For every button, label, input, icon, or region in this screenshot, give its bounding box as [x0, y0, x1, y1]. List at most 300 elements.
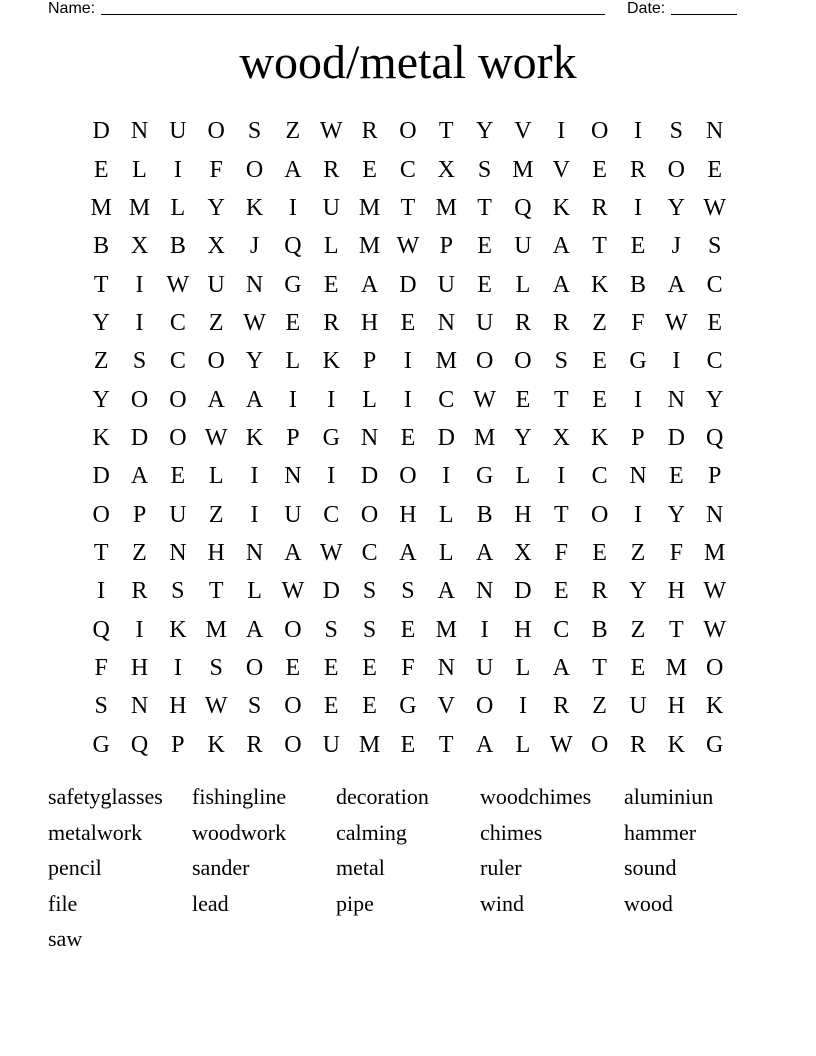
grid-letter: W	[703, 194, 726, 221]
grid-row	[82, 534, 734, 572]
grid-letter: Y	[667, 194, 685, 221]
grid-letter: L	[438, 501, 454, 528]
grid-letter: N	[706, 118, 724, 145]
grid-letter: H	[360, 309, 379, 336]
grid-row	[82, 572, 734, 610]
word-list-item: calming	[336, 819, 407, 845]
grid-letter: L	[515, 654, 531, 681]
grid-letter: P	[707, 463, 722, 490]
grid-letter: Q	[130, 731, 149, 758]
grid-letter: E	[323, 693, 339, 720]
grid-letter: U	[437, 271, 455, 298]
grid-letter: B	[591, 616, 608, 643]
grid-letter: K	[552, 194, 570, 221]
grid-letter: W	[281, 578, 305, 605]
grid-row	[82, 649, 734, 687]
grid-letter: U	[322, 194, 340, 221]
grid-letter: M	[128, 194, 151, 221]
word-list-item: safetyglasses	[48, 784, 163, 809]
grid-letter: F	[554, 539, 568, 566]
grid-letter: W	[204, 693, 228, 720]
grid-letter: N	[130, 693, 149, 720]
grid-letter: Q	[92, 616, 110, 643]
grid-letter: S	[669, 118, 683, 145]
grid-letter: Z	[93, 348, 109, 375]
grid-letter: R	[323, 309, 340, 336]
grid-letter: N	[130, 118, 149, 145]
grid-letter: K	[207, 731, 225, 758]
grid-letter: C	[438, 386, 455, 413]
grid-letter: A	[284, 539, 302, 566]
grid-letter: C	[706, 348, 723, 375]
grid-letter: U	[284, 501, 302, 528]
grid-letter: Q	[284, 233, 302, 260]
grid-letter: I	[135, 271, 144, 298]
name-field	[48, 0, 605, 18]
grid-letter: L	[285, 348, 301, 375]
grid-letter: A	[437, 578, 455, 605]
word-list-item: hammer	[624, 819, 697, 845]
grid-letter: K	[245, 424, 264, 451]
grid-letter: H	[130, 654, 149, 681]
name-label: Name:	[48, 0, 96, 17]
grid-letter: I	[518, 693, 527, 720]
grid-letter: W	[166, 271, 190, 298]
grid-letter: W	[319, 539, 343, 566]
grid-letter: S	[94, 693, 108, 720]
grid-letter: P	[439, 233, 453, 260]
grid-letter: N	[437, 654, 455, 681]
grid-letter: M	[665, 654, 687, 681]
grid-letter: I	[633, 118, 642, 145]
word-list-item: file	[48, 890, 78, 916]
grid-letter: O	[245, 156, 264, 183]
grid-letter: E	[400, 616, 416, 643]
grid-letter: D	[322, 578, 340, 605]
grid-letter: R	[131, 578, 148, 605]
word-list	[48, 779, 768, 957]
grid-letter: O	[130, 386, 149, 413]
grid-letter: E	[592, 348, 607, 375]
grid-letter: D	[514, 578, 532, 605]
grid-letter: K	[667, 731, 685, 758]
grid-letter: Z	[208, 501, 224, 528]
grid-letter: N	[169, 539, 187, 566]
grid-letter: E	[707, 156, 722, 183]
grid-letter: L	[208, 463, 224, 490]
grid-letter: E	[515, 386, 531, 413]
grid-letter: E	[592, 156, 607, 183]
word-list-item: ruler	[480, 855, 522, 881]
grid-row	[82, 495, 734, 533]
grid-letter: U	[322, 731, 340, 758]
grid-letter: C	[361, 539, 378, 566]
grid-letter: Z	[208, 309, 224, 336]
grid-letter: W	[549, 731, 573, 758]
grid-letter: B	[629, 271, 646, 298]
grid-letter: I	[327, 463, 336, 490]
grid-letter: C	[706, 271, 723, 298]
grid-letter: O	[284, 616, 302, 643]
grid-letter: T	[668, 616, 684, 643]
grid-letter: E	[553, 578, 569, 605]
grid-letter: O	[590, 501, 609, 528]
grid-letter: Z	[630, 539, 646, 566]
grid-letter: A	[552, 233, 570, 260]
grid-letter: C	[591, 463, 608, 490]
grid-letter: M	[358, 731, 381, 758]
word-list-item: sound	[624, 855, 677, 881]
grid-letter: S	[477, 156, 492, 183]
grid-letter: E	[362, 693, 377, 720]
grid-letter: E	[668, 463, 684, 490]
grid-letter: R	[553, 309, 570, 336]
grid-letter: O	[706, 654, 724, 681]
grid-letter: S	[324, 616, 338, 643]
grid-letter: D	[130, 424, 149, 451]
grid-letter: G	[92, 731, 110, 758]
grid-letter: I	[403, 348, 412, 375]
grid-letter: O	[92, 501, 110, 528]
grid-letter: R	[323, 156, 340, 183]
grid-letter: E	[630, 654, 646, 681]
grid-letter: O	[207, 118, 225, 145]
grid-letter: L	[515, 463, 531, 490]
grid-letter: A	[284, 156, 302, 183]
word-list-item: fishingline	[192, 784, 287, 809]
grid-letter: I	[173, 156, 182, 183]
grid-letter: X	[514, 539, 532, 566]
grid-letter: W	[204, 424, 228, 451]
grid-letter: O	[475, 693, 494, 720]
grid-row	[82, 189, 734, 227]
grid-row	[82, 687, 734, 725]
grid-letter: N	[629, 463, 647, 490]
grid-letter: H	[514, 616, 532, 643]
grid-letter: E	[285, 309, 301, 336]
grid-letter: A	[245, 616, 264, 643]
grid-letter: O	[399, 118, 417, 145]
grid-letter: S	[362, 616, 377, 643]
grid-letter: I	[403, 386, 412, 413]
grid-letter: O	[360, 501, 379, 528]
grid-row	[82, 342, 734, 380]
grid-letter: E	[400, 424, 416, 451]
grid-row	[82, 150, 734, 188]
grid-letter: N	[437, 309, 455, 336]
grid-letter: M	[358, 233, 381, 260]
grid-letter: M	[435, 616, 457, 643]
grid-letter: O	[245, 654, 264, 681]
grid-letter: S	[171, 578, 185, 605]
grid-letter: T	[477, 194, 492, 221]
grid-letter: S	[132, 348, 147, 375]
grid-letter: G	[399, 693, 417, 720]
grid-row	[82, 265, 734, 303]
page-title: wood/metal work	[239, 36, 577, 89]
date-blank-line[interactable]	[671, 0, 737, 15]
grid-letter: O	[590, 118, 609, 145]
grid-letter: K	[169, 616, 187, 643]
grid-row	[82, 419, 734, 457]
grid-letter: R	[514, 309, 531, 336]
grid-row	[82, 610, 734, 648]
grid-letter: T	[592, 654, 607, 681]
grid-letter: H	[667, 693, 685, 720]
grid-letter: K	[92, 424, 110, 451]
grid-row	[82, 112, 734, 150]
grid-letter: M	[435, 194, 457, 221]
grid-letter: E	[285, 654, 301, 681]
grid-letter: A	[667, 271, 685, 298]
grid-letter: X	[437, 156, 455, 183]
grid-letter: E	[400, 309, 416, 336]
grid-letter: R	[591, 194, 608, 221]
word-list-item: aluminiun	[624, 784, 714, 809]
grid-letter: E	[400, 731, 416, 758]
grid-letter: V	[514, 118, 532, 145]
grid-letter: Z	[592, 693, 607, 720]
grid-letter: K	[322, 348, 340, 375]
grid-letter: L	[247, 578, 262, 605]
grid-letter: B	[476, 501, 493, 528]
word-search-grid	[82, 112, 734, 764]
grid-letter: N	[475, 578, 494, 605]
grid-letter: E	[630, 233, 646, 260]
word-list-item: chimes	[480, 819, 543, 845]
grid-letter: U	[475, 654, 494, 681]
word-list-item: metalwork	[48, 819, 143, 845]
word-list-item: saw	[48, 926, 83, 952]
grid-letter: I	[633, 386, 642, 413]
grid-letter: T	[553, 386, 569, 413]
grid-letter: M	[435, 348, 457, 375]
grid-letter: Y	[207, 194, 225, 221]
grid-letter: Z	[592, 309, 607, 336]
grid-letter: K	[245, 194, 264, 221]
word-list-item: wind	[480, 890, 524, 916]
grid-letter: F	[669, 539, 683, 566]
grid-letter: E	[707, 309, 722, 336]
grid-letter: G	[629, 348, 647, 375]
grid-letter: Z	[132, 539, 147, 566]
grid-letter: A	[360, 271, 379, 298]
grid-letter: A	[475, 731, 494, 758]
grid-letter: D	[92, 118, 110, 145]
grid-letter: Y	[92, 386, 110, 413]
grid-letter: E	[170, 463, 186, 490]
grid-row	[82, 726, 734, 764]
grid-letter: O	[284, 731, 302, 758]
grid-letter: T	[553, 501, 569, 528]
grid-letter: T	[438, 118, 454, 145]
grid-letter: L	[515, 271, 531, 298]
word-list-item: metal	[336, 855, 385, 881]
grid-letter: A	[245, 386, 264, 413]
grid-letter: F	[209, 156, 223, 183]
grid-letter: I	[557, 463, 566, 490]
grid-letter: L	[515, 731, 531, 758]
grid-letter: O	[169, 424, 187, 451]
grid-letter: F	[94, 654, 108, 681]
grid-letter: S	[247, 693, 262, 720]
grid-letter: G	[475, 463, 494, 490]
grid-letter: L	[323, 233, 339, 260]
grid-letter: D	[667, 424, 685, 451]
grid-letter: W	[319, 118, 343, 145]
grid-letter: E	[93, 156, 109, 183]
grid-letter: I	[288, 194, 297, 221]
grid-letter: Y	[667, 501, 685, 528]
grid-letter: Y	[475, 118, 494, 145]
grid-letter: T	[438, 731, 454, 758]
grid-letter: P	[362, 348, 377, 375]
grid-letter: K	[706, 693, 724, 720]
grid-letter: I	[633, 194, 642, 221]
grid-letter: I	[672, 348, 681, 375]
grid-letter: B	[93, 233, 110, 260]
grid-letter: O	[284, 693, 302, 720]
grid-letter: X	[130, 233, 149, 260]
grid-letter: N	[245, 271, 264, 298]
word-list-item: lead	[192, 890, 229, 916]
grid-letter: G	[284, 271, 302, 298]
grid-letter: U	[514, 233, 532, 260]
grid-letter: I	[288, 386, 297, 413]
grid-letter: S	[707, 233, 722, 260]
grid-letter: M	[90, 194, 112, 221]
grid-letter: Y	[706, 386, 724, 413]
grid-letter: U	[207, 271, 225, 298]
grid-letter: W	[473, 386, 496, 413]
grid-letter: D	[399, 271, 417, 298]
grid-row	[82, 227, 734, 265]
grid-letter: P	[286, 424, 300, 451]
grid-letter: T	[93, 539, 109, 566]
grid-letter: S	[247, 118, 262, 145]
grid-letter: Y	[245, 348, 264, 375]
grid-letter: E	[323, 271, 339, 298]
grid-letter: F	[631, 309, 645, 336]
grid-letter: C	[169, 348, 186, 375]
grid-letter: W	[665, 309, 688, 336]
grid-letter: Y	[92, 309, 110, 336]
grid-letter: O	[169, 386, 187, 413]
grid-letter: E	[362, 156, 377, 183]
word-list-item: decoration	[336, 784, 429, 809]
grid-letter: T	[208, 578, 224, 605]
grid-letter: T	[400, 194, 416, 221]
grid-letter: E	[592, 539, 607, 566]
grid-letter: A	[130, 463, 149, 490]
grid-letter: L	[132, 156, 147, 183]
grid-letter: A	[207, 386, 225, 413]
grid-letter: N	[360, 424, 379, 451]
grid-letter: P	[631, 424, 645, 451]
grid-letter: H	[169, 693, 187, 720]
grid-letter: D	[92, 463, 110, 490]
grid-letter: Y	[629, 578, 647, 605]
grid-letter: I	[557, 118, 566, 145]
grid-letter: R	[553, 693, 570, 720]
grid-letter: Y	[514, 424, 532, 451]
grid-letter: H	[399, 501, 417, 528]
grid-letter: G	[706, 731, 724, 758]
grid-letter: S	[554, 348, 568, 375]
grid-letter: R	[246, 731, 263, 758]
grid-letter: R	[629, 156, 646, 183]
word-list-item: pipe	[336, 890, 374, 916]
grid-letter: D	[360, 463, 379, 490]
grid-letter: L	[362, 386, 377, 413]
grid-letter: K	[590, 424, 609, 451]
grid-letter: M	[512, 156, 534, 183]
grid-letter: R	[629, 731, 646, 758]
grid-letter: O	[399, 463, 417, 490]
grid-letter: I	[97, 578, 106, 605]
grid-letter: I	[250, 463, 259, 490]
grid-letter: U	[475, 309, 494, 336]
grid-letter: M	[704, 539, 726, 566]
grid-letter: W	[243, 309, 266, 336]
grid-letter: L	[438, 539, 454, 566]
grid-letter: W	[703, 616, 726, 643]
grid-letter: R	[591, 578, 608, 605]
grid-letter: P	[171, 731, 185, 758]
grid-letter: A	[399, 539, 417, 566]
name-blank-line[interactable]	[101, 0, 605, 15]
word-list-item: pencil	[48, 855, 102, 881]
grid-letter: A	[552, 654, 570, 681]
grid-letter: E	[477, 233, 492, 260]
grid-letter: I	[480, 616, 489, 643]
word-list-item: woodchimes	[480, 784, 592, 809]
grid-letter: U	[169, 118, 187, 145]
grid-letter: T	[592, 233, 607, 260]
grid-letter: U	[629, 693, 647, 720]
grid-letter: I	[135, 309, 144, 336]
grid-letter: V	[437, 693, 455, 720]
grid-letter: Z	[285, 118, 301, 145]
word-list-item: wood	[624, 890, 673, 916]
grid-letter: E	[323, 654, 339, 681]
word-list-item: sander	[192, 855, 250, 881]
grid-letter: A	[552, 271, 570, 298]
grid-letter: S	[209, 654, 223, 681]
grid-letter: J	[671, 233, 681, 260]
grid-letter: C	[399, 156, 416, 183]
grid-row	[82, 304, 734, 342]
grid-row	[82, 457, 734, 495]
grid-letter: H	[207, 539, 225, 566]
grid-letter: T	[93, 271, 109, 298]
grid-letter: E	[477, 271, 492, 298]
grid-letter: A	[475, 539, 494, 566]
grid-letter: I	[327, 386, 336, 413]
grid-letter: E	[592, 386, 607, 413]
grid-letter: P	[132, 501, 147, 528]
word-list-item: woodwork	[192, 819, 287, 845]
grid-letter: Q	[514, 194, 532, 221]
grid-letter: J	[249, 233, 260, 260]
grid-letter: B	[169, 233, 186, 260]
date-field	[627, 0, 737, 18]
grid-letter: O	[207, 348, 225, 375]
grid-letter: Z	[630, 616, 646, 643]
grid-letter: I	[442, 463, 451, 490]
grid-letter: N	[245, 539, 264, 566]
grid-letter: L	[170, 194, 186, 221]
